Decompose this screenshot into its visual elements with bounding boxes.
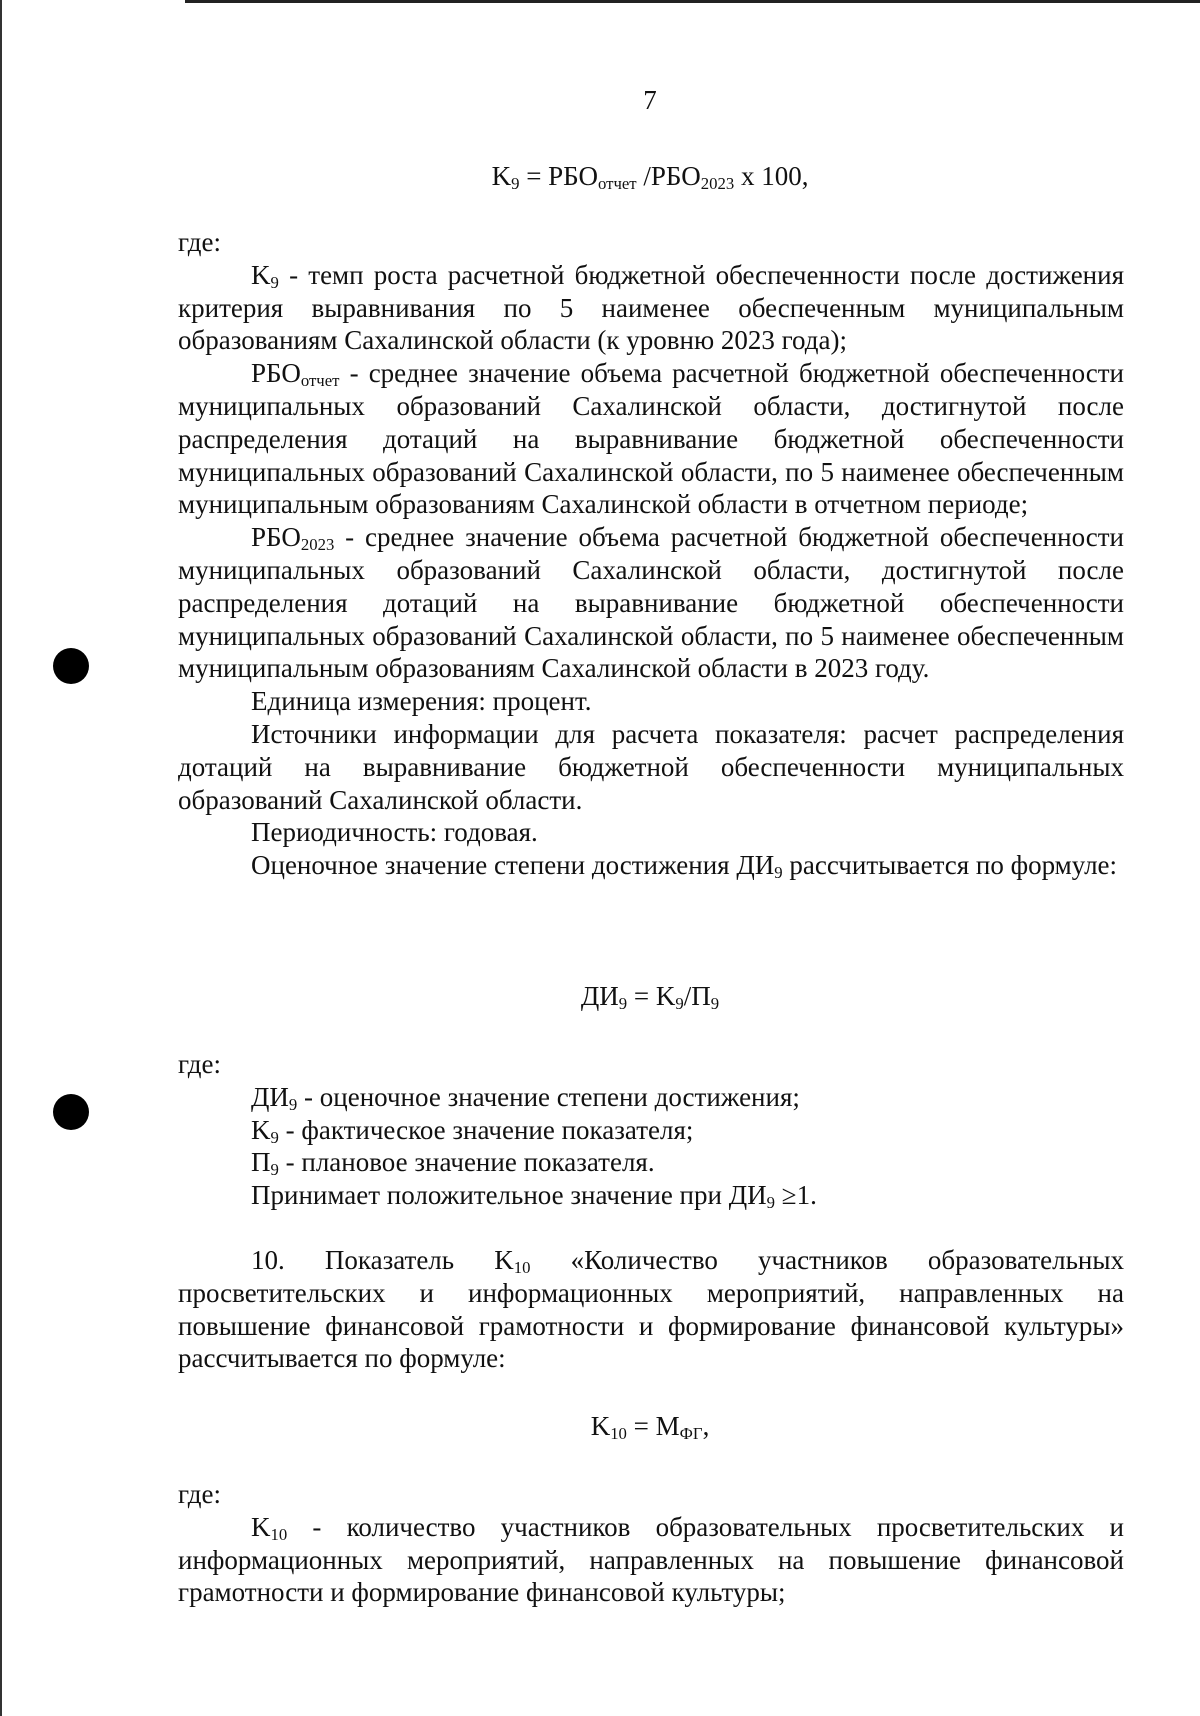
definitions-block-1 xyxy=(178,226,1124,882)
formula-k10: $K_{10} = M_{ФГ}$, xyxy=(590,1411,710,1444)
unit-line: Единица измерения: процент. xyxy=(251,686,592,717)
where-label: где: xyxy=(178,1049,221,1079)
k9-fact-definition: $K_9$ - фактическое значение показателя; xyxy=(251,1114,694,1147)
definitions-block-2 xyxy=(178,1048,1124,1375)
where-label: где: xyxy=(178,1479,221,1509)
where-label: где: xyxy=(178,227,221,257)
k9-definition: $K_9$ - темп роста расчетной бюджетной обеспеченности после достижения критерия выравнивания по 5 наименее обеспеченным муниципальным образованиям Сахалинской области (к уровню 2023 года); xyxy=(178,259,1124,356)
top-edge-line xyxy=(185,0,1200,3)
formula-k9: $K_9 = РБО_{отчет}$ $/РБО_{2023}$ х 100, xyxy=(491,161,809,194)
sources-line: Источники информации для расчета показателя: расчет распределения дотаций на выравнивание бюджетной обеспеченности муниципальных образований Сахалинской области. xyxy=(178,718,1124,815)
periodicity-line: Периодичность: годовая. xyxy=(251,817,538,848)
item-10: 10. Показатель $K_{10}$ «Количество участников образовательных просветительских и информационных мероприятий, направленных на повышение финансовой грамотности и формирование финансовой культуры» рассчитывается по формуле: xyxy=(178,1244,1124,1374)
rbo-2023-definition: $РБО_{2023}$ - среднее значение объема расчетной бюджетной обеспеченности муниципальных образований Сахалинской области, достигнутой после распределения дотаций на выравнивание бюджетной обеспеченности муниципальных образований Сахалинской области, по 5 наименее обеспеченным муниципальным образованиям Сахалинской области в 2023 году. xyxy=(178,522,1124,684)
p9-definition: $П_9$ - плановое значение показателя. xyxy=(251,1147,655,1180)
page-number: 7 xyxy=(643,85,657,115)
k10-definition: $K_{10}$ - количество участников образовательных просветительских и информационных мероприятий, направленных на повышение финансовой грамотности и формирование финансовой культуры; xyxy=(178,1511,1124,1608)
positive-condition: Принимает положительное значение при $ДИ_9 \ge 1$. xyxy=(251,1180,817,1213)
left-edge-line xyxy=(0,0,2,1716)
punch-hole-upper xyxy=(53,648,89,684)
definitions-block-3 xyxy=(178,1478,1124,1609)
rbo-otchet-definition: $РБО_{отчет}$ - среднее значение объема расчетной бюджетной обеспеченности муниципальных образований Сахалинской области, достигнутой после распределения дотаций на выравнивание бюджетной обеспеченности муниципальных образований Сахалинской области, по 5 наименее обеспеченным муниципальным образованиям Сахалинской области в отчетном периоде; xyxy=(178,358,1124,520)
formula-di9: $ДИ_9 = K_9/П_9$ xyxy=(580,981,720,1014)
di9-definition: $ДИ_9$ - оценочное значение степени достижения; xyxy=(251,1081,800,1114)
punch-hole-lower xyxy=(53,1094,89,1130)
estimate-intro: Оценочное значение степени достижения $ДИ_9$ рассчитывается по формуле: xyxy=(251,850,1118,883)
